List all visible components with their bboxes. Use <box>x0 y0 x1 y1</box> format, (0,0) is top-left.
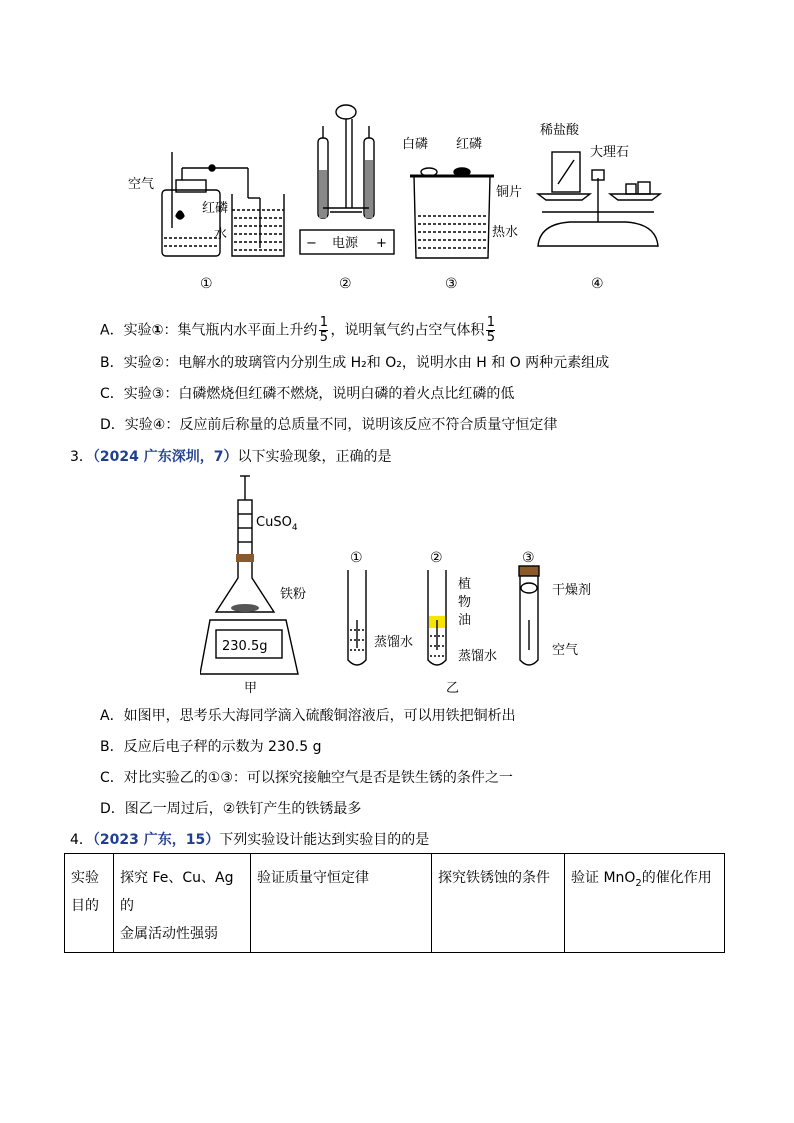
exp2-apparatus <box>300 105 394 254</box>
question-number: 3． <box>70 449 93 465</box>
label-red-phosphorus: 红磷 <box>202 201 229 216</box>
label-marble: 大理石 <box>590 145 630 160</box>
label-air: 空气 <box>128 177 155 192</box>
label-desiccant: 干燥剂 <box>552 583 592 598</box>
figure-q3 <box>200 470 620 696</box>
fraction-one-fifth-2: $\frac{1}{5}$ <box>486 315 496 345</box>
label-yi: 乙 <box>446 681 460 696</box>
label-iron-powder: 铁粉 <box>280 587 307 602</box>
label-plus: + <box>376 236 387 251</box>
q2-option-a <box>100 316 497 345</box>
label-veg-oil-1: 植 <box>458 577 472 592</box>
table-cell-metal-activity: 探究 Fe、Cu、Ag 的 金属活动性强弱 <box>114 854 251 953</box>
table-cell-mass-conservation: 验证质量守恒定律 <box>251 854 432 953</box>
caption-4: ④ <box>591 276 604 292</box>
q3-option-c: C．对比实验乙的①③：可以探究接触空气是否是铁生锈的条件之一 <box>100 770 513 786</box>
tube-num-2: ② <box>430 550 443 566</box>
caption-1: ① <box>200 276 213 292</box>
caption-3: ③ <box>445 276 458 292</box>
q3-figure-svg <box>200 470 620 696</box>
q3-option-a: A．如图甲，思考乐大海同学滴入硫酸铜溶液后，可以用铁把铜析出 <box>100 708 516 724</box>
question-text: 以下实验现象，正确的是 <box>237 449 392 465</box>
label-distilled-water-2: 蒸馏水 <box>458 649 498 664</box>
label-copper-sheet: 铜片 <box>496 185 523 200</box>
q3-option-d: D．图乙一周过后，②铁钉产生的铁锈最多 <box>100 801 362 817</box>
question-4-stem <box>70 829 429 849</box>
iron-powder-pile <box>231 604 259 612</box>
option-a-mid: ：集气瓶内水平面上升约 <box>163 322 318 339</box>
label-air: 空气 <box>552 643 579 658</box>
label-veg-oil-2: 物 <box>458 595 472 610</box>
q2-option-d: D．实验④：反应前后称量的总质量不同，说明该反应不符合质量守恒定律 <box>100 417 558 433</box>
label-power: 电源 <box>332 236 359 251</box>
label-dilute-hcl: 稀盐酸 <box>540 123 580 138</box>
flask-stopper <box>236 554 254 562</box>
exp4-apparatus <box>538 152 660 246</box>
scale-reading: 230.5g <box>222 639 268 654</box>
experiment-figure-svg <box>120 98 680 294</box>
label-white-phosphorus: 白磷 <box>402 137 429 152</box>
question-text: 下列实验设计能达到实验目的的是 <box>219 832 430 848</box>
label-minus: − <box>306 236 317 251</box>
question-source: （2023 广东，15） <box>92 832 220 848</box>
caption-2: ② <box>339 276 352 292</box>
label-water: 水 <box>214 227 228 242</box>
figure-experiments-1-4 <box>120 98 680 294</box>
q2-option-c: C．实验③：白磷燃烧但红磷不燃烧，说明白磷的着火点比红磷的低 <box>100 386 515 402</box>
syringe <box>238 476 252 562</box>
exp3-apparatus <box>410 168 494 258</box>
q3-option-b: B．反应后电子秤的示数为 230.5 g <box>100 739 322 755</box>
table-cell-iron-rust: 探究铁锈蚀的条件 <box>432 854 565 953</box>
tube-num-1: ① <box>350 550 363 566</box>
test-tube-3 <box>519 566 539 665</box>
tube-num-3: ③ <box>522 550 535 566</box>
table-cell-mno2: 验证 MnO$_2$的催化作用 <box>565 854 725 953</box>
question-3-stem <box>70 446 392 466</box>
label-distilled-water: 蒸馏水 <box>374 635 414 650</box>
table-header-cell: 实验 目的 <box>65 854 114 953</box>
table-row <box>65 854 725 953</box>
option-a-mid2: ，说明氧气约占空气体积 <box>330 322 485 339</box>
label-hot-water: 热水 <box>492 225 519 240</box>
fraction-one-fifth: $\frac{1}{5}$ <box>319 315 329 345</box>
question-source: （2024 广东深圳，7） <box>92 449 238 465</box>
test-tube-1 <box>348 570 366 665</box>
label-red-phosphorus-2: 红磷 <box>456 137 483 152</box>
option-a-num: ① <box>151 322 164 339</box>
test-tube-2 <box>428 570 446 665</box>
label-jia: 甲 <box>244 681 258 696</box>
q2-option-b: B．实验②：电解水的玻璃管内分别生成 H₂和 O₂，说明水由 H 和 O 两种元素组成 <box>100 355 610 371</box>
option-a-prefix: A．实验 <box>100 322 152 339</box>
label-cuso4: CuSO$_4$ <box>256 515 298 533</box>
question-number: 4． <box>70 832 93 848</box>
label-veg-oil-3: 油 <box>458 613 472 628</box>
experiment-table <box>64 853 725 953</box>
